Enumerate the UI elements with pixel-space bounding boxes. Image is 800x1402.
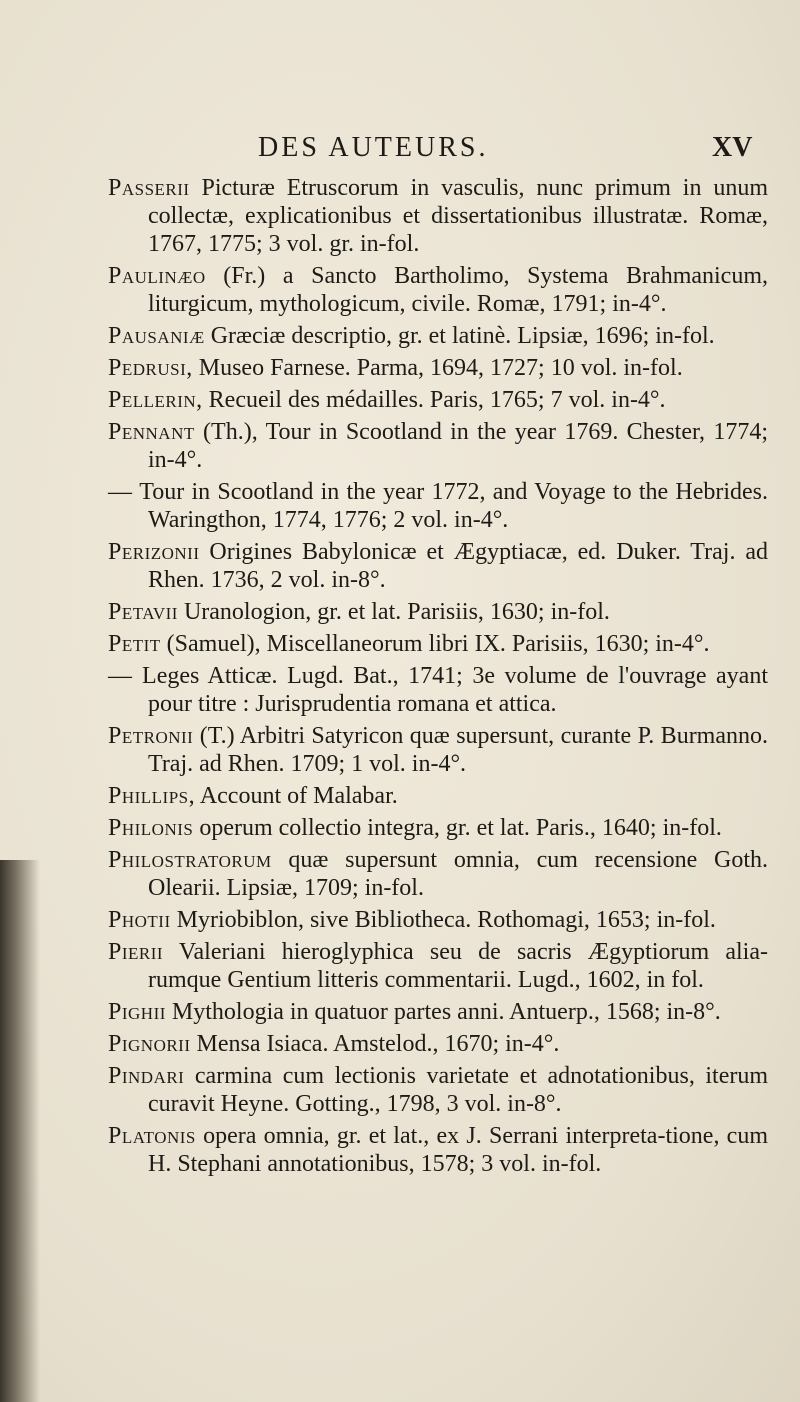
bibliography-entry [108, 262, 768, 318]
bibliography-entry [108, 1062, 768, 1118]
bibliography-entry [108, 174, 768, 258]
author-name: Pighii [108, 999, 166, 1025]
author-name: Petit [108, 631, 161, 657]
author-name: Pignorii [108, 1031, 191, 1057]
entry-text: Account of Malabar. [199, 783, 398, 809]
page-number: XV [712, 132, 753, 163]
author-name: Pindari [108, 1063, 185, 1089]
running-head: DES AUTEURS. [258, 132, 489, 163]
entry-text: Origines Babylonicæ et Ægyptiacæ, ed. Duker. Traj. ad Rhen. 1736, 2 vol. in-8°. [148, 539, 768, 593]
author-name: Philostratorum [108, 847, 272, 873]
bibliography-entry [108, 846, 768, 902]
entry-text: (Th.), Tour in Scootland in the year 1769. Chester, 1774; in-4°. [148, 419, 768, 473]
bibliography-entry [108, 598, 768, 626]
entry-text: carmina cum lectionis varietate et adnotationibus, iterum curavit Heyne. Gotting., 1798, 3 vol. in-8°. [148, 1063, 769, 1117]
author-name: Phillips, [108, 783, 196, 809]
author-name: Philonis [108, 815, 194, 841]
entry-text: Uranologion, gr. et lat. Parisiis, 1630; in-fol. [183, 599, 610, 625]
author-name: Pennant [108, 419, 195, 445]
entry-text: Mythologia in quatuor partes anni. Antuerp., 1568; in-8°. [171, 999, 721, 1025]
author-name: Passerii [108, 175, 190, 201]
author-name: Paulinæo [108, 263, 206, 289]
bibliography-entry [108, 418, 768, 474]
entry-text: Valeriani hieroglyphica seu de sacris Ægyptiorum alia-rumque Gentium litteris commentarii. Lugd., 1602, in fol. [148, 939, 768, 993]
bibliography-entry [108, 478, 768, 534]
author-name: Photii [108, 907, 171, 933]
bibliography-list [108, 174, 768, 1182]
page-header [0, 132, 800, 172]
entry-text: Mensa Isiaca. Amstelod., 1670; in-4°. [196, 1031, 560, 1057]
bibliography-entry [108, 998, 768, 1026]
author-name: Pedrusi, [108, 355, 193, 381]
entry-text: (Fr.) a Sancto Bartholimo, Systema Brahmanicum, liturgicum, mythologicum, civile. Romæ, 1791; in-4°. [148, 263, 769, 317]
author-name: Petronii [108, 723, 194, 749]
entry-text: Tour in Scootland in the year 1772, and Voyage to the Hebrides. Waringthon, 1774, 1776; 2 vol. in-4°. [139, 479, 768, 533]
entry-text: (Samuel), Miscellaneorum libri IX. Parisiis, 1630; in-4°. [166, 631, 710, 657]
bibliography-entry [108, 1030, 768, 1058]
author-name: — [108, 479, 133, 505]
entry-text: Recueil des médailles. Paris, 1765; 7 vol. in-4°. [208, 387, 666, 413]
author-name: Petavii [108, 599, 178, 625]
bibliography-entry [108, 662, 768, 718]
author-name: Platonis [108, 1123, 196, 1149]
author-name: Pausaniæ [108, 323, 205, 349]
entry-text: opera omnia, gr. et lat., ex J. Serrani interpreta-tione, cum H. Stephani annotationibus, 1578; 3 vol. in-fol. [148, 1123, 768, 1177]
page-edge-shadow [0, 860, 40, 1402]
bibliography-entry [108, 538, 768, 594]
bibliography-entry [108, 630, 768, 658]
bibliography-entry [108, 1122, 768, 1178]
author-name: Perizonii [108, 539, 200, 565]
entry-text: Myriobiblon, sive Bibliotheca. Rothomagi, 1653; in-fol. [176, 907, 716, 933]
bibliography-entry [108, 782, 768, 810]
entry-text: Museo Farnese. Parma, 1694, 1727; 10 vol. in-fol. [198, 355, 683, 381]
author-name: Pellerin, [108, 387, 203, 413]
entry-text: Picturæ Etruscorum in vasculis, nunc primum in unum collectæ, explicationibus et dissertationibus illustratæ. Romæ, 1767, 1775; 3 vol. gr. in-fol. [148, 175, 768, 257]
entry-text: quæ supersunt omnia, cum recensione Goth. Olearii. Lipsiæ, 1709; in-fol. [148, 847, 769, 901]
bibliography-entry [108, 322, 768, 350]
author-name: Pierii [108, 939, 164, 965]
author-name: — [108, 663, 133, 689]
entry-text: operum collectio integra, gr. et lat. Paris., 1640; in-fol. [199, 815, 722, 841]
bibliography-entry [108, 938, 768, 994]
entry-text: (T.) Arbitri Satyricon quæ supersunt, curante P. Burmanno. Traj. ad Rhen. 1709; 1 vol. in-4°. [148, 723, 769, 777]
bibliography-entry [108, 814, 768, 842]
bibliography-entry [108, 906, 768, 934]
bibliography-entry [108, 722, 768, 778]
entry-text: Græciæ descriptio, gr. et latinè. Lipsiæ, 1696; in-fol. [210, 323, 715, 349]
bibliography-entry [108, 386, 768, 414]
bibliography-entry [108, 354, 768, 382]
entry-text: Leges Atticæ. Lugd. Bat., 1741; 3e volume de l'ouvrage ayant pour titre : Jurisprudentia romana et attica. [142, 663, 768, 717]
